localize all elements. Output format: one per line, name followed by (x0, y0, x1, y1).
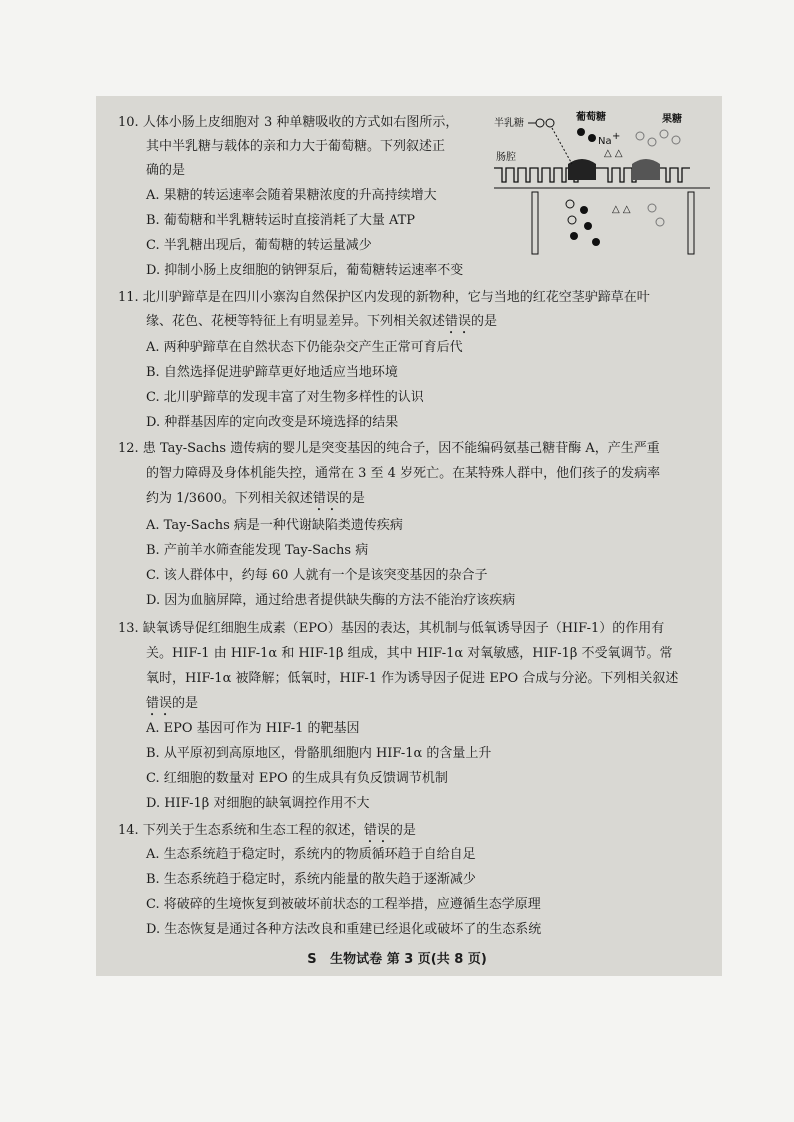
question-10-stem-line: 确的是 (146, 163, 186, 178)
stem-text: 的是 (471, 314, 498, 329)
fructose-molecule (660, 130, 668, 138)
question-11-option-c: C. 北川驴蹄草的发现丰富了对生物多样性的认识 (146, 390, 424, 405)
question-13-option-b: B. 从平原初到高原地区，骨骼肌细胞内 HIF-1α 的含量上升 (146, 746, 492, 761)
question-14-option-b: B. 生态系统趋于稳定时，系统内能量的散失趋于逐渐减少 (146, 872, 476, 887)
fructose-molecule (672, 136, 680, 144)
question-11-stem-line (146, 313, 497, 337)
question-13-stem-line (146, 695, 198, 719)
stem-text: 的是 (172, 696, 199, 711)
question-11-option-a: A. 两种驴蹄草在自然状态下仍能杂交产生正常可育后代 (146, 340, 463, 355)
emphasis-wrong: 错误 (363, 823, 390, 838)
stem-text: 缘、花色、花梗等特征上有明显差异。下列相关叙述 (146, 314, 446, 329)
glucose-label: 葡萄糖 (576, 112, 606, 123)
glucose-transporter (568, 159, 596, 180)
fructose-intracellular (656, 218, 664, 226)
question-13-option-d: D. HIF-1β 对细胞的缺氧调控作用不大 (146, 796, 370, 811)
sodium-charge: + (612, 131, 621, 142)
galactose-path-arrow (552, 128, 572, 164)
question-13-option-c: C. 红细胞的数量对 EPO 的生成具有负反馈调节机制 (146, 771, 448, 786)
question-11-option-d: D. 种群基因库的定向改变是环境选择的结果 (146, 415, 399, 430)
stem-text: 的是 (338, 491, 365, 506)
galactose-molecule (536, 119, 544, 127)
sodium-intracellular-icon: △ △ (612, 204, 631, 215)
question-12-option-d: D. 因为血脑屏障，通过给患者提供缺失酶的方法不能治疗该疾病 (146, 593, 516, 608)
sugar-absorption-diagram (492, 108, 712, 260)
emphasis-wrong: 错误 (445, 314, 472, 329)
stem-text: 14. 下列关于生态系统和生态工程的叙述， (118, 823, 364, 838)
question-14-option-d: D. 生态恢复是通过各种方法改良和重建已经退化或破坏了的生态系统 (146, 922, 542, 937)
galactose-intracellular (566, 200, 574, 208)
glucose-molecule (577, 128, 585, 136)
question-13-option-a: A. EPO 基因可作为 HIF-1 的靶基因 (146, 721, 360, 736)
emphasis-wrong: 错误 (312, 491, 339, 506)
page-number-text: 生物试卷 第 3 页(共 8 页) (330, 952, 487, 967)
question-10-stem-line: 10. 人体小肠上皮细胞对 3 种单糖吸收的方式如右图所示， (118, 115, 459, 130)
question-13-stem-line: 关。HIF-1 由 HIF-1α 和 HIF-1β 组成，其中 HIF-1α 对氧敏感，HIF-1β 不受氧调节。常 (146, 646, 673, 661)
tight-junction (688, 192, 694, 254)
question-12-stem-line: 的智力障碍及身体机能失控，通常在 3 至 4 岁死亡。在某特殊人群中，他们孩子的发病率 (146, 466, 661, 481)
galactose-molecule (546, 119, 554, 127)
glucose-intracellular (584, 222, 592, 230)
question-12-stem-line (146, 490, 365, 514)
page-footer (0, 948, 794, 967)
galactose-intracellular (568, 216, 576, 224)
question-10-stem-line: 其中半乳糖与载体的亲和力大于葡萄糖。下列叙述正 (146, 139, 446, 154)
question-10-option-b: B. 葡萄糖和半乳糖转运时直接消耗了大量 ATP (146, 213, 416, 228)
question-12-option-c: C. 该人群体中，约每 60 人就有一个是该突变基因的杂合子 (146, 568, 488, 583)
paper-code: S (307, 952, 317, 967)
fructose-intracellular (648, 204, 656, 212)
tight-junction (532, 192, 538, 254)
question-12-option-b: B. 产前羊水筛查能发现 Tay-Sachs 病 (146, 543, 369, 558)
emphasis-wrong: 错误 (146, 696, 173, 711)
question-14-option-c: C. 将破碎的生境恢复到被破坏前状态的工程举措，应遵循生态学原理 (146, 897, 541, 912)
fructose-molecule (648, 138, 656, 146)
stem-text: 约为 1/3600。下列相关叙述 (146, 491, 313, 506)
glucose-molecule (588, 134, 596, 142)
lumen-label: 肠腔 (496, 152, 516, 163)
glucose-intracellular (592, 238, 600, 246)
question-14-option-a: A. 生态系统趋于稳定时，系统内的物质循环趋于自给自足 (146, 847, 476, 862)
question-10-option-d: D. 抑制小肠上皮细胞的钠钾泵后，葡萄糖转运速率不变 (146, 263, 464, 278)
fructose-transporter (632, 159, 660, 180)
question-10-option-c: C. 半乳糖出现后，葡萄糖的转运量减少 (146, 238, 372, 253)
question-14-stem-line (118, 822, 416, 846)
question-11-stem-line: 11. 北川驴蹄草是在四川小寨沟自然保护区内发现的新物种，它与当地的红花空茎驴蹄草在叶 (118, 290, 650, 305)
question-11-option-b: B. 自然选择促进驴蹄草更好地适应当地环境 (146, 365, 398, 380)
fructose-molecule (636, 132, 644, 140)
glucose-intracellular (580, 206, 588, 214)
galactose-label: 半乳糖 (494, 118, 524, 129)
question-10-option-a: A. 果糖的转运速率会随着果糖浓度的升高持续增大 (146, 188, 437, 203)
question-12-stem-line: 12. 患 Tay-Sachs 遗传病的婴儿是突变基因的纯合子，因不能编码氨基己糖苷酶 A，产生严重 (118, 441, 660, 456)
question-13-stem-line: 13. 缺氧诱导促红细胞生成素（EPO）基因的表达，其机制与低氧诱导因子（HIF-1）的作用有 (118, 621, 665, 636)
sodium-ions-icon: △ △ (604, 148, 623, 159)
sodium-label: Na (598, 136, 612, 147)
fructose-label: 果糖 (662, 114, 682, 125)
glucose-intracellular (570, 232, 578, 240)
question-12-option-a: A. Tay-Sachs 病是一种代谢缺陷类遗传疾病 (146, 518, 403, 533)
question-13-stem-line: 氧时，HIF-1α 被降解；低氧时，HIF-1 作为诱导因子促进 EPO 合成与分泌。下列相关叙述 (146, 671, 679, 686)
stem-text: 的是 (389, 823, 416, 838)
